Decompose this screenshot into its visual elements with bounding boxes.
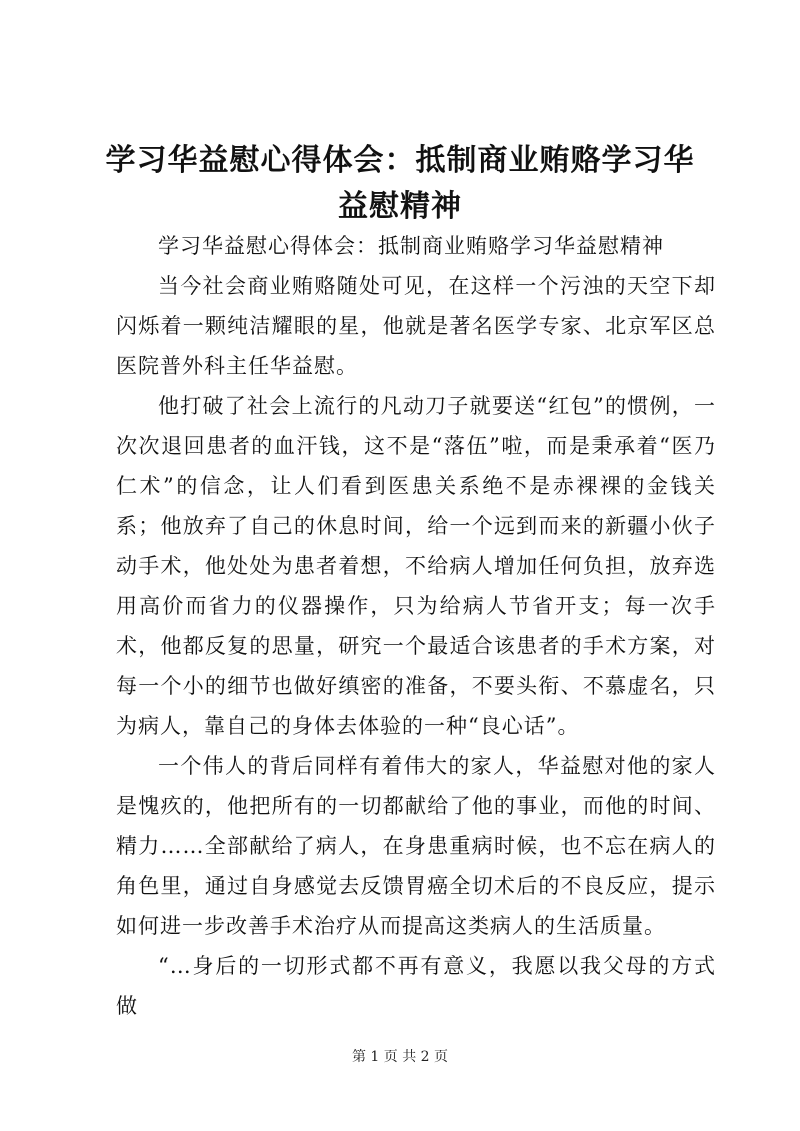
paragraph-2: 他打破了社会上流行的凡动刀子就要送“红包”的惯例，一次次退回患者的血汗钱，这不是“落伍”啦，而是秉承着“医乃仁术”的信念，让人们看到医患关系绝不是赤裸裸的金钱关系；他放弃了自己的休息时间，给一个远到而来的新疆小伙子动手术，他处处为患者着想，不给病人增加任何负担，放弃选用高价而省力的仪器操作，只为给病人节省开支；每一次手术，他都反复的思量，研究一个最适合该患者的手术方案，对每一个小的细节也做好缜密的准备，不要头衔、不慕虚名，只为病人，靠自己的身体去体验的一种“良心话”。 xyxy=(116,394,716,738)
paragraph-3: 一个伟人的背后同样有着伟大的家人，华益慰对他的家人是愧疚的，他把所有的一切都献给了他的事业，而他的时间、精力……全部献给了病人，在身患重病时候，也不忘在病人的角色里，通过自身感觉去反馈胃癌全切术后的不良反应，提示如何进一步改善手术治疗从而提高这类病人的生活质量。 xyxy=(116,754,716,938)
paragraph-4: “…身后的一切形式都不再有意义，我愿以我父母的方式做 xyxy=(116,954,716,1018)
document-body xyxy=(116,226,716,1026)
document-title: 学习华益慰心得体会：抵制商业贿赂学习华益慰精神 xyxy=(105,143,695,224)
page-footer: 第 1 页 共 2 页 xyxy=(351,1049,449,1065)
subtitle-paragraph: 学习华益慰心得体会：抵制商业贿赂学习华益慰精神 xyxy=(158,234,664,258)
paragraph-1: 当今社会商业贿赂随处可见，在这样一个污浊的天空下却闪烁着一颗纯洁耀眼的星，他就是著名医学专家、北京军区总医院普外科主任华益慰。 xyxy=(116,274,716,378)
